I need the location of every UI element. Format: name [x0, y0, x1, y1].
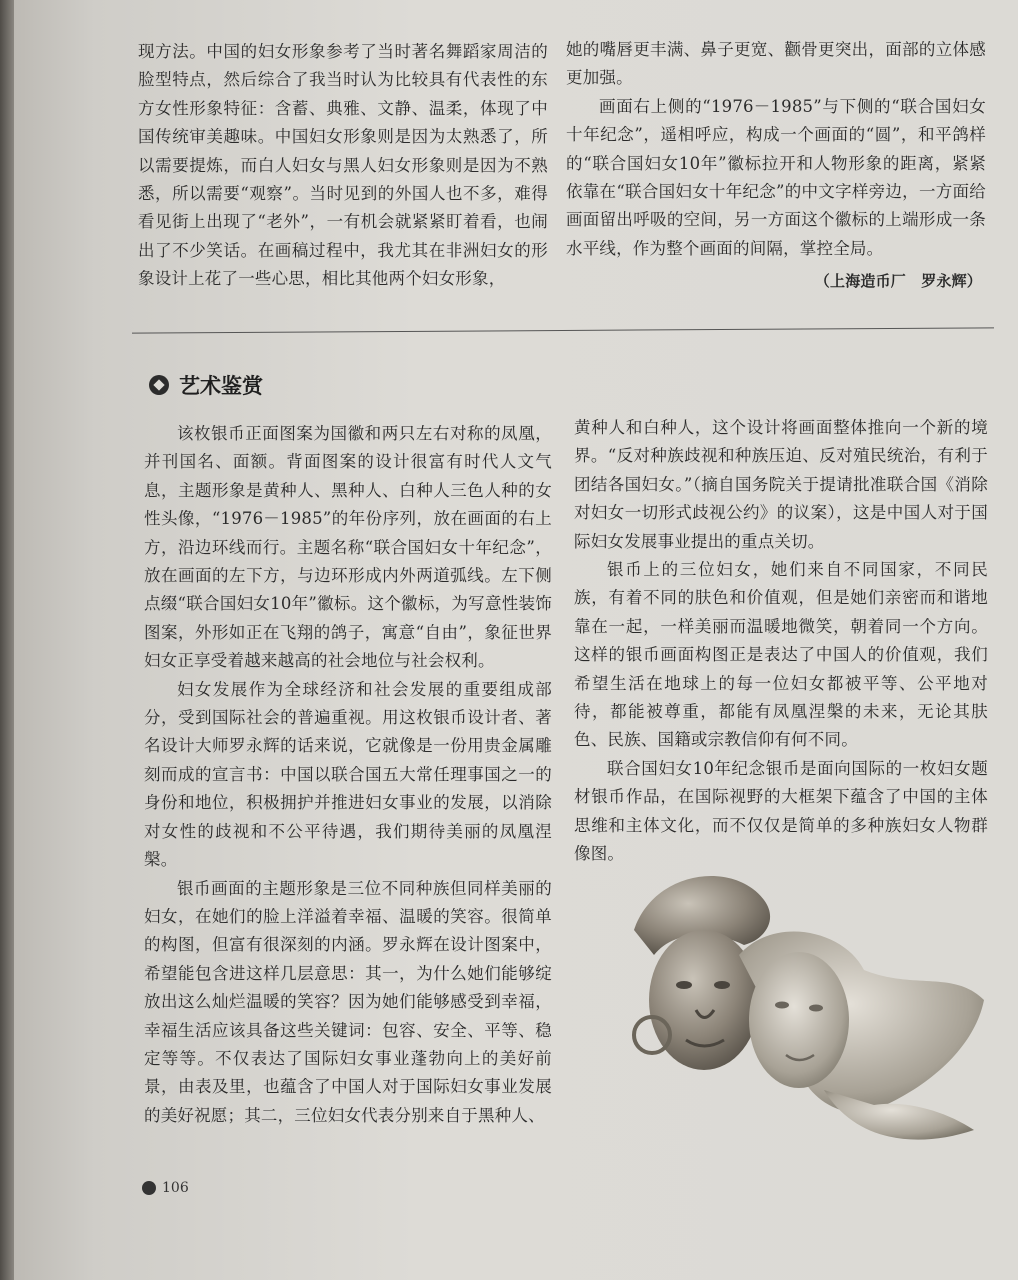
page-number-text: 106: [162, 1180, 189, 1196]
paragraph: 她的嘴唇更丰满、鼻子更宽、颧骨更突出，面部的立体感更加强。: [566, 40, 986, 88]
paragraph: 画面右上侧的“1976－1985”与下侧的“联合国妇女十年纪念”，遥相呼应，构成一个画面的“圆”，和平鸽样的“联合国妇女10年”徽标拉开和人物形象的距离，紧紧依靠在“联合国妇女十年纪念”的中文字样旁边，一方面给画面留出呼吸的空间，另一方面这个徽标的上端形成一条水平线，作为整个画面的间隔，掌控全局。: [566, 96, 986, 258]
section-title: 艺术鉴赏: [179, 374, 263, 398]
book-page: [14, 0, 1018, 1280]
paragraph: 黄种人和白种人，这个设计将画面整体推向一个新的境界。“反对种族歧视和种族压迫、反对殖民统治，有利于团结各国妇女。”（摘自国务院关于提请批准联合国《消除对妇女一切形式歧视公约》的议案），这是中国人对于国际妇女发展事业提出的重点关切。: [574, 418, 988, 551]
section-heading: [149, 370, 263, 400]
paragraph: 银币上的三位妇女，她们来自不同国家，不同民族，有着不同的肤色和价值观，但是她们亲密而和谐地靠在一起，一样美丽而温暖地微笑，朝着同一个方向。这样的银币画面构图正是表达了中国人的价值观，我们希望生活在地球上的每一位妇女都被平等、公平地对待，都能被尊重，都能有凤凰涅槃的未来，无论其肤色、民族、国籍或宗教信仰有何不同。: [574, 560, 988, 750]
diamond-in-circle-icon: [149, 375, 169, 395]
author-credit: （上海造币厂 罗永辉）: [814, 272, 982, 291]
section-divider: [132, 327, 994, 333]
paragraph: 该枚银币正面图案为国徽和两只左右对称的凤凰，并刊国名、面额。背面图案的设计很富有时代人文气息，主题形象是黄种人、黑种人、白种人三色人种的女性头像，“1976－1985”的年份序列，放在画面的右上方，沿边环线而行。主题名称“联合国妇女十年纪念”，放在画面的左下方，与边环形成内外两道弧线。左下侧点缀“联合国妇女10年”徽标。这个徽标，为写意性装饰图案，外形如正在飞翔的鸽子，寓意“自由”，象征世界妇女正享受着越来越高的社会地位与社会权利。: [144, 424, 552, 671]
paragraph: 妇女发展作为全球经济和社会发展的重要组成部分，受到国际社会的普遍重视。用这枚银币设计者、著名设计大师罗永辉的话来说，它就像是一份用贵金属雕刻而成的宣言书：中国以联合国五大常任理事国之一的身份和地位，积极拥护并推进妇女事业的发展，以消除对女性的歧视和不公平待遇，我们期待美丽的凤凰涅槃。: [144, 679, 552, 870]
coin-relief-image: [614, 860, 994, 1160]
paragraph: 现方法。中国的妇女形象参考了当时著名舞蹈家周洁的脸型特点，然后综合了我当时认为比较具有代表性的东方女性形象特征：含蓄、典雅、文静、温柔，体现了中国传统审美趣味。中国妇女形象则是因为太熟悉了，所以需要提炼，而白人妇女与黑人妇女形象则是因为不熟悉，所以需要“观察”。当时见到的外国人也不多，难得看见街上出现了“老外”，一有机会就紧紧盯着看，也闹出了不少笑话。在画稿过程中，我尤其在非洲妇女的形象设计上花了一些心思，相比其他两个妇女形象，: [138, 42, 548, 289]
page-number: [142, 1180, 189, 1196]
bottom-left-column: [144, 420, 552, 1130]
top-left-column: [138, 38, 548, 294]
paragraph: 银币画面的主题形象是三位不同种族但同样美丽的妇女，在她们的脸上洋溢着幸福、温暖的笑容。很简单的构图，但富有很深刻的内涵。罗永辉在设计图案中，希望能包含进这样几层意思：其一，为什么她们能够绽放出这么灿烂温暖的笑容？因为她们能够感受到幸福，幸福生活应该具备这些关键词：包容、安全、平等、稳定等等。不仅表达了国际妇女事业蓬勃向上的美好前景，由表及里，也蕴含了中国人对于国际妇女事业发展的美好祝愿；其二，三位妇女代表分别来自于黑种人、: [144, 878, 552, 1125]
bottom-right-column: [574, 414, 988, 869]
top-right-column: [566, 36, 986, 296]
book-binding-edge: [0, 0, 14, 1280]
circle-bullet-icon: [142, 1181, 156, 1195]
paragraph: 联合国妇女10年纪念银币是面向国际的一枚妇女题材银币作品，在国际视野的大框架下蕴含了中国的主体思维和主体文化，而不仅仅是简单的多种族妇女人物群像图。: [574, 758, 988, 864]
